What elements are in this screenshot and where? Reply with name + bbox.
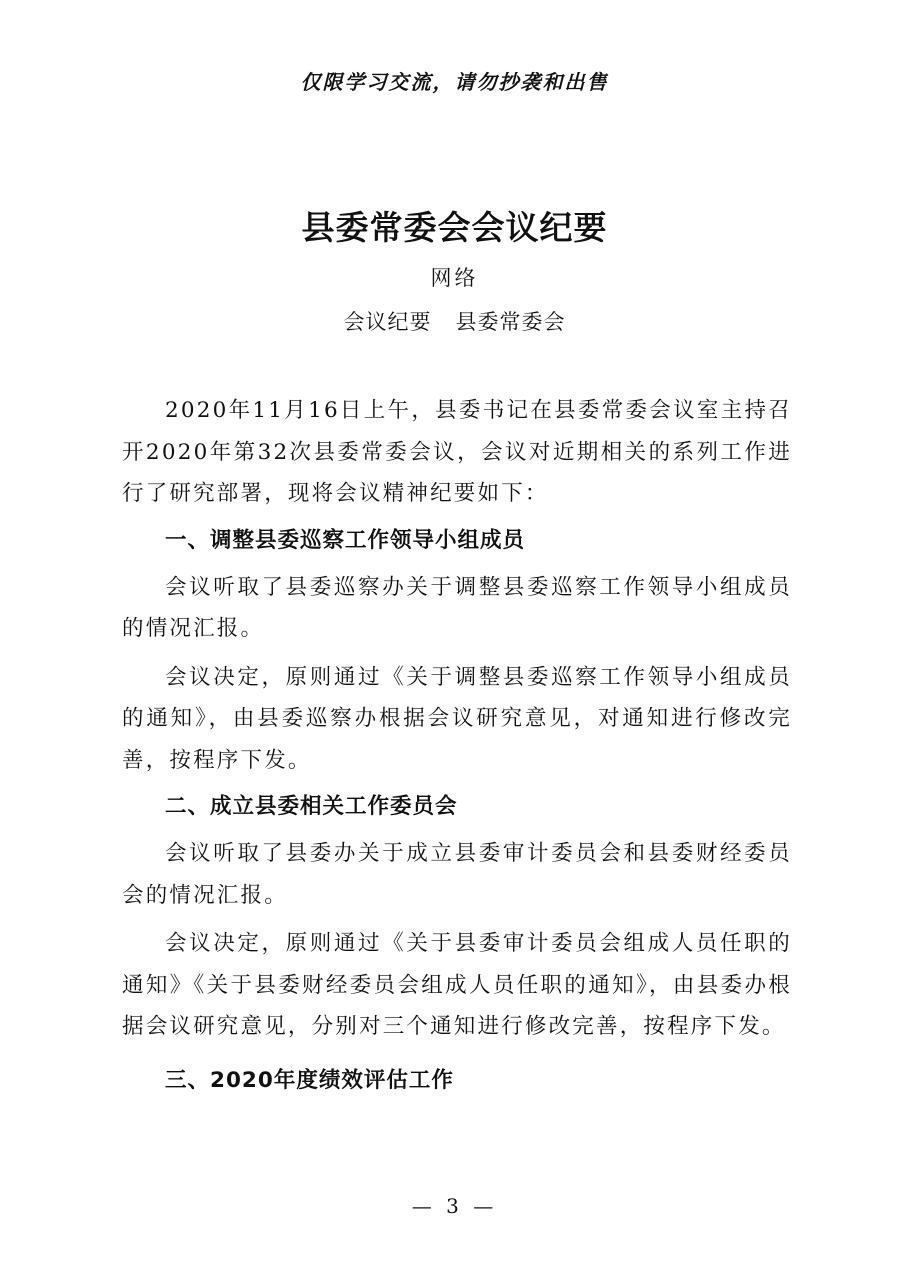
section-heading: 一、调整县委巡察工作领导小组成员 xyxy=(165,527,526,553)
section-heading: 三、2020年度绩效评估工作 xyxy=(165,1067,454,1093)
keyword: 县委常委会 xyxy=(455,310,566,334)
keyword: 会议纪要 xyxy=(343,310,432,334)
document-title: 县委常委会会议纪要 xyxy=(301,208,608,247)
section-heading: 二、成立县委相关工作委员会 xyxy=(165,794,458,819)
intro-paragraph: 2020年11月16日上午，县委书记在县委常委会议室主持召开2020年第32次县委常委会议，会议对近期相关的系列工作进行了研究部署，现将会议精神纪要如下： xyxy=(122,398,792,506)
document-author: 网络 xyxy=(430,266,479,290)
document-keywords xyxy=(0,306,909,336)
body-paragraph: 会议听取了县委办关于成立县委审计委员会和县委财经委员会的情况汇报。 xyxy=(122,841,792,908)
body-paragraph: 会议决定，原则通过《关于调整县委巡察工作领导小组成员的通知》，由县委巡察办根据会议研究意见，对通知进行修改完善，按程序下发。 xyxy=(122,664,792,773)
document-body xyxy=(122,390,792,1107)
page-number: — 3 — xyxy=(411,1194,498,1218)
copyright-notice: 仅限学习交流，请勿抄袭和出售 xyxy=(300,70,609,94)
body-paragraph: 会议决定，原则通过《关于县委审计委员会组成人员任职的通知》《关于县委财经委员会组成人员任职的通知》，由县委办根据会议研究意见，分别对三个通知进行修改完善，按程序下发。 xyxy=(122,931,792,1039)
body-paragraph: 会议听取了县委巡察办关于调整县委巡察工作领导小组成员的情况汇报。 xyxy=(122,574,792,641)
